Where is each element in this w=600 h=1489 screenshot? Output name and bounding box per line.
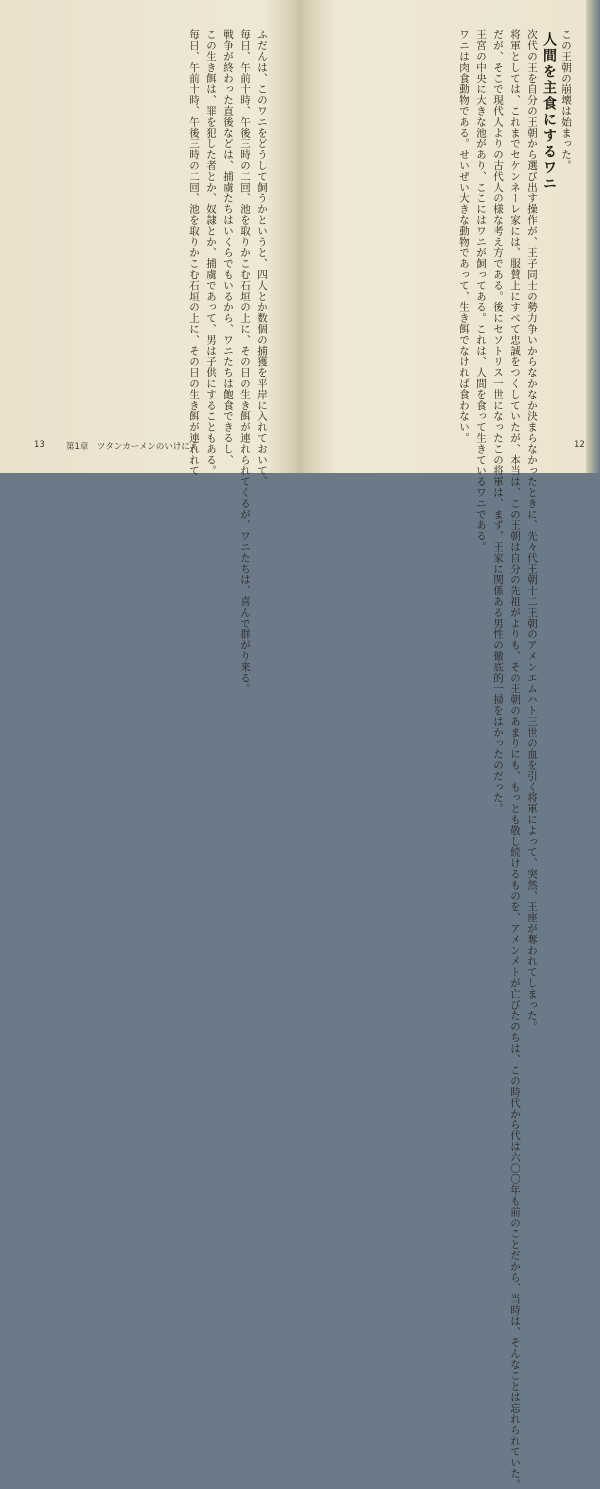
chapter-running-head: 第1章 ツタンカーメンのいけにえ	[66, 442, 199, 452]
left-page	[0, 0, 296, 694]
right-page	[300, 0, 600, 1489]
left-paragraph-5: 毎日、午前十時、午後三時の二回、池を取りかこむ石垣の上に、その日の生き餌が連れれて	[188, 28, 200, 476]
right-page-body	[312, 18, 574, 1489]
opening-line: この王朝の崩壊は始まった。	[560, 28, 572, 171]
left-paragraph-3: 戦争が終わった直後などは、捕虜たちはいくらでもいるから、ワニたちは飽食できるし、	[222, 28, 234, 465]
section-heading: 人間を主食にするワニ	[541, 32, 557, 192]
page-number-right: 12	[574, 440, 585, 450]
right-paragraph-5: ワニは肉食動物である。せいぜい大きな動物であって、生き餌でなければ食わない。	[458, 28, 470, 443]
right-paragraph-3: だが、そこで現代人よりの古代人の様な考え方である。後にセソトリス一世になったこの将軍は、まず、王家に関係ある男性の徹底的一掃をはかったのだった。	[492, 28, 504, 814]
left-paragraph-1: ふだんは、このワニをどうして飼うかというと、四人とか数個の捕獲を平岸に入れておいて、	[256, 28, 268, 487]
page-number-left: 13	[34, 440, 45, 450]
right-paragraph-1: 次代の王を自分の王朝から選び出す操作が、王子同士の勢力争いからなかなか決まらなかったときに、先々代王朝十二王朝のアメンエムハト三世の血を引く将軍によって、突然、王座が奪われてしまった。	[526, 28, 538, 1032]
right-paragraph-4: 王宮の中央に大きな池があり、ここにはワニが飼ってある。これは、人間を食って生きているワニである。	[475, 28, 487, 552]
right-paragraph-2: 将軍としては、これまでセケンネーレ家には、服賛上にすべて忠誠をつくしていたが、本当は、この王朝は自分の先祖がよりも、その王朝のあまりにも、もっとも敬し続けるものを、アメンメトが亡びたのちは、この時代から代は六〇〇年も前のことだから、当時は、そんなことは忘れられていた。	[509, 28, 521, 1489]
left-paragraph-4: この生き餌は、罪を犯した者とか、奴隷とか、捕虜であって、男は子供にすることもある。	[205, 28, 217, 476]
left-paragraph-2: 毎日、午前十時、午後三時の二回、池を取りかこむ石垣の上に、その日の生き餌が連れられてくるが、ワニたちは、喜んで群がり来る。	[239, 28, 251, 694]
